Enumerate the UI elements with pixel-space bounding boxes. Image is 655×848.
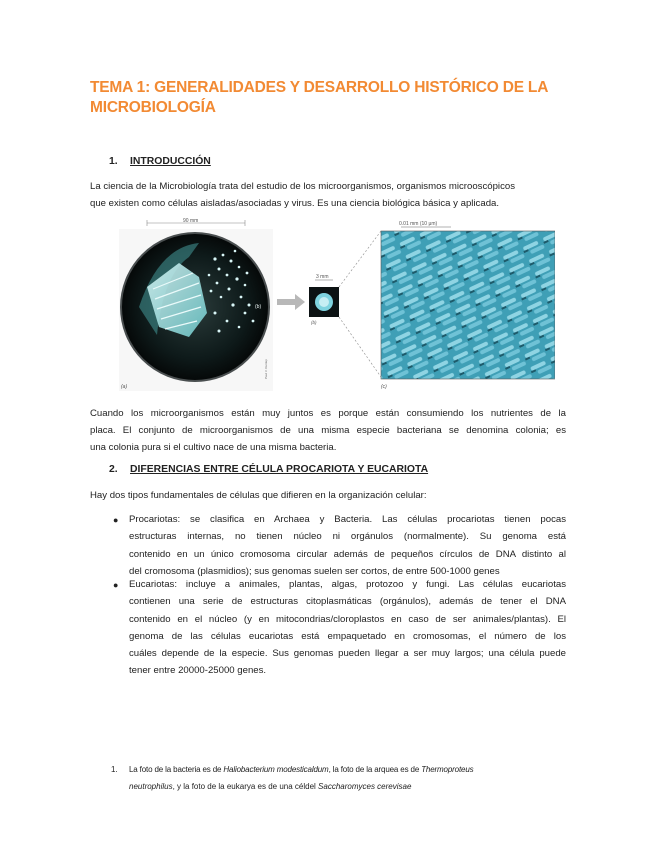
document-title (90, 78, 570, 118)
colony-paragraph (90, 405, 566, 456)
bullet-line: contenido en un único cromosoma circular además de pequeños círculos de DNA distinto al (129, 548, 566, 560)
intro-paragraph (90, 178, 566, 212)
bullet-procariotas (129, 511, 566, 580)
microbiology-figure (119, 217, 555, 391)
single-colony-photo (309, 274, 339, 325)
bullet-line: contenido en el núcleo (y en mitocondrias/cloroplastos en caso de ser animales/plantas). El (129, 613, 566, 625)
section-number: 1. (109, 156, 118, 167)
cell-types-intro (90, 487, 566, 504)
photo-credit: Paul V. Dunlap (264, 359, 268, 379)
species-name: neutrophilus (129, 782, 173, 791)
footnote-text: La foto de la bacteria es de (129, 765, 224, 774)
footnote-line-2 (111, 778, 567, 795)
bullet-line: contienen una serie de estructuras citoplasmáticas (orgánulos), además de tener el DNA (129, 596, 566, 608)
footnote-text: , y la foto de la eukarya es de una céldel (172, 782, 319, 791)
title-line-1: TEMA 1: GENERALIDADES Y DESARROLLO HISTÓRICO DE LA (90, 79, 549, 96)
section-title: DIFERENCIAS ENTRE CÉLULA PROCARIOTA Y EUCARIOTA (130, 464, 429, 475)
footnote (111, 761, 567, 795)
species-name: Thermoproteus (421, 765, 474, 774)
bullet-line: cuáles depende de la especie. Sus genomas pueden llegar a ser muy largos; una célula puede (129, 648, 566, 660)
section-number: 2. (109, 464, 118, 475)
bullet-line: Eucariotas: incluye a animales, plantas, algas, protozoo y fungi. Las células eucariotas (129, 579, 566, 590)
species-name: Haliobacterium modesticaldum (223, 765, 329, 774)
paragraph-line: Cuando los microorganismos están muy juntos es porque están consumiendo los nutrientes de la (90, 408, 566, 419)
arrow-icon (277, 294, 305, 310)
zoom-line-bottom (339, 317, 381, 377)
bullet-icon: ● (113, 580, 119, 590)
footnote-number: 1. (111, 765, 118, 774)
paragraph-line: La ciencia de la Microbiología trata del estudio de los microorganismos, organismos microoscópicos (90, 181, 515, 192)
panel-c-label: (c) (381, 384, 387, 390)
paragraph-line: que existen como células aisladas/asociadas y virus. Es una ciencia biológica básica y aplicada. (90, 198, 500, 209)
colony-scale-label: 3 mm (316, 274, 329, 280)
section-heading-introduccion (109, 156, 211, 167)
title-line-2: MICROBIOLOGÍA (90, 99, 216, 116)
plate-scale-label: 90 mm (183, 218, 199, 224)
panel-b-label: (b) (311, 320, 317, 325)
panel-a-label: (a) (121, 384, 128, 390)
colony-marker-label: (b) (255, 304, 262, 310)
species-name: Saccharomyces cerevisae (318, 782, 412, 791)
paragraph-line: placa. El conjunto de microorganismos de una misma especie bacteriana se denomina colonia; es (90, 425, 566, 436)
section-title: INTRODUCCIÓN (130, 156, 211, 167)
bullet-line: Procariotas: se clasifica en Archaea y Bacteria. Las células procariotas tienen pocas (129, 514, 566, 525)
cell-micrograph (381, 221, 555, 390)
paragraph-line: Hay dos tipos fundamentales de células que difieren en la organización celular: (90, 490, 427, 501)
paragraph-line: una colonia pura si el cultivo nace de una misma bacteria. (90, 442, 337, 453)
zoom-line-top (339, 231, 381, 287)
bullet-line: del cromosoma (plasmidios); sus genomas suelen ser cortos, de entre 500-1000 genes (129, 565, 500, 577)
cells-scale-label: 0.01 mm (10 μm) (399, 221, 438, 227)
petri-dish-photo (119, 218, 273, 391)
footnote-line-1 (111, 761, 567, 778)
section-heading-diferencias (109, 464, 428, 475)
bullet-icon: ● (113, 515, 119, 525)
micrograph-image (381, 231, 555, 379)
bullet-line: genoma de las células eucariotas está empaquetado en cromosomas, el número de los (129, 630, 566, 642)
bullet-line: estructuras internas, no tienen núcleo ni orgánulos (normalmente). Su genoma está (129, 531, 566, 543)
footnote-text: , la foto de la arquea es de (328, 765, 422, 774)
bullet-line: tener entre 20000-25000 genes. (129, 665, 267, 677)
bullet-eucariotas (129, 576, 566, 680)
